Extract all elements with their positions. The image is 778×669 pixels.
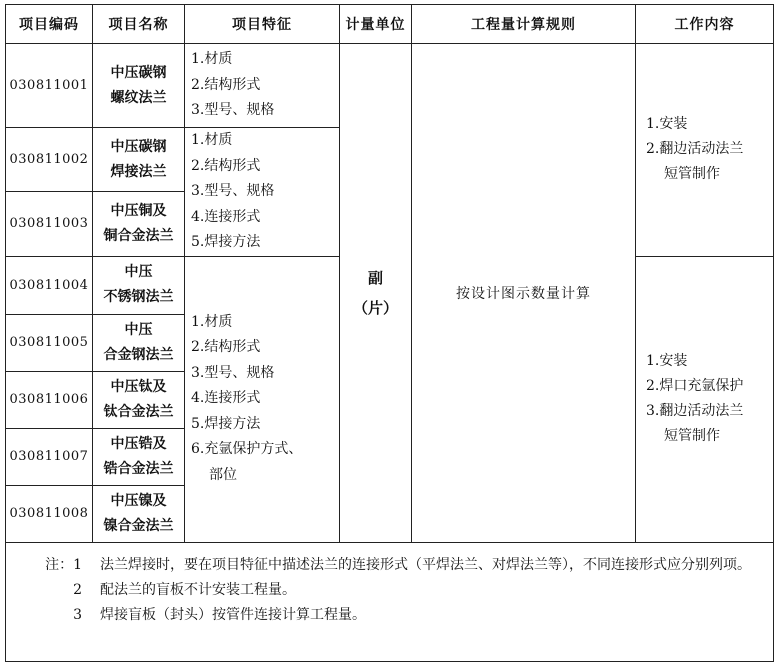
item-code: 030811003: [6, 192, 93, 256]
feature-line: 部位: [209, 466, 237, 483]
notes-cell: [6, 542, 774, 661]
item-code: 030811008: [6, 485, 93, 542]
header-code: 项目编码: [6, 5, 93, 44]
item-name: 中压锆及 锆合金法兰: [93, 428, 185, 485]
rule-cell: 按设计图示数量计算: [412, 44, 636, 543]
header-rule: 工程量计算规则: [412, 5, 636, 44]
item-name: 中压碳钢 螺纹法兰: [93, 44, 185, 128]
table-row: [6, 44, 774, 128]
note-label: 2: [73, 581, 82, 598]
header-work: 工作内容: [636, 5, 774, 44]
feature-line: 3.型号、规格: [191, 102, 275, 119]
note-label: 3: [73, 606, 82, 623]
work-line: 1.安装: [646, 353, 688, 369]
work-line: 2.翻边活动法兰: [646, 141, 744, 158]
work-line: 2.焊口充氩保护: [646, 378, 744, 394]
work-line: 1.安装: [646, 116, 688, 133]
spec-document: [5, 4, 773, 664]
feature-line: 5.焊接方法: [191, 234, 261, 250]
item-code: 030811005: [6, 314, 93, 371]
item-code: 030811007: [6, 428, 93, 485]
item-code: 030811002: [6, 128, 93, 192]
item-name: 中压镍及 镍合金法兰: [93, 485, 185, 542]
notes-row: [6, 542, 774, 661]
item-code: 030811006: [6, 371, 93, 428]
item-name: 中压铜及 铜合金法兰: [93, 192, 185, 256]
header-name: 项目名称: [93, 5, 185, 44]
feature-line: 1.材质: [191, 313, 233, 330]
unit-text: 副: [367, 268, 383, 287]
unit-cell: [340, 44, 412, 543]
header-features: 项目特征: [185, 5, 340, 44]
feature-line: 2.结构形式: [191, 157, 261, 174]
features-cell-2: [185, 128, 340, 257]
work-line: 短管制作: [664, 428, 720, 444]
work-line: 短管制作: [664, 166, 720, 183]
work-line: 3.翻边活动法兰: [646, 403, 744, 419]
feature-line: 1.材质: [191, 132, 233, 148]
note-text: 焊接盲板（封头）按管件连接计算工程量。: [100, 606, 366, 623]
feature-line: 4.连接形式: [191, 208, 261, 225]
features-cell-1: [185, 44, 340, 128]
header-unit: 计量单位: [340, 5, 412, 44]
work-cell-1: [636, 44, 774, 257]
note-text: 法兰焊接时，要在项目特征中描述法兰的连接形式（平焊法兰、对焊法兰等），不同连接形式应分别列项。: [100, 556, 751, 573]
feature-line: 3.型号、规格: [191, 364, 275, 381]
features-cell-3: [185, 256, 340, 542]
spec-table: [5, 4, 774, 662]
note-item: [6, 578, 773, 603]
feature-line: 4.连接形式: [191, 390, 261, 407]
work-cell-2: [636, 256, 774, 542]
note-label: 注：1: [45, 556, 82, 573]
feature-line: 2.结构形式: [191, 339, 261, 356]
header-row: [6, 5, 774, 44]
feature-line: 5.焊接方法: [191, 415, 261, 432]
feature-line: 3.型号、规格: [191, 183, 275, 199]
item-name: 中压 不锈钢法兰: [93, 256, 185, 314]
feature-line: 1.材质: [191, 51, 233, 68]
feature-line: 6.充氩保护方式、: [191, 441, 303, 458]
item-code: 030811004: [6, 256, 93, 314]
item-code: 030811001: [6, 44, 93, 128]
unit-sub: （片）: [352, 298, 398, 317]
item-name: 中压钛及 钛合金法兰: [93, 371, 185, 428]
feature-line: 2.结构形式: [191, 76, 261, 93]
note-item: [6, 553, 773, 578]
item-name: 中压碳钢 焊接法兰: [93, 128, 185, 192]
item-name: 中压 合金钢法兰: [93, 314, 185, 371]
note-item: [6, 603, 773, 628]
note-text: 配法兰的盲板不计安装工程量。: [100, 581, 296, 598]
